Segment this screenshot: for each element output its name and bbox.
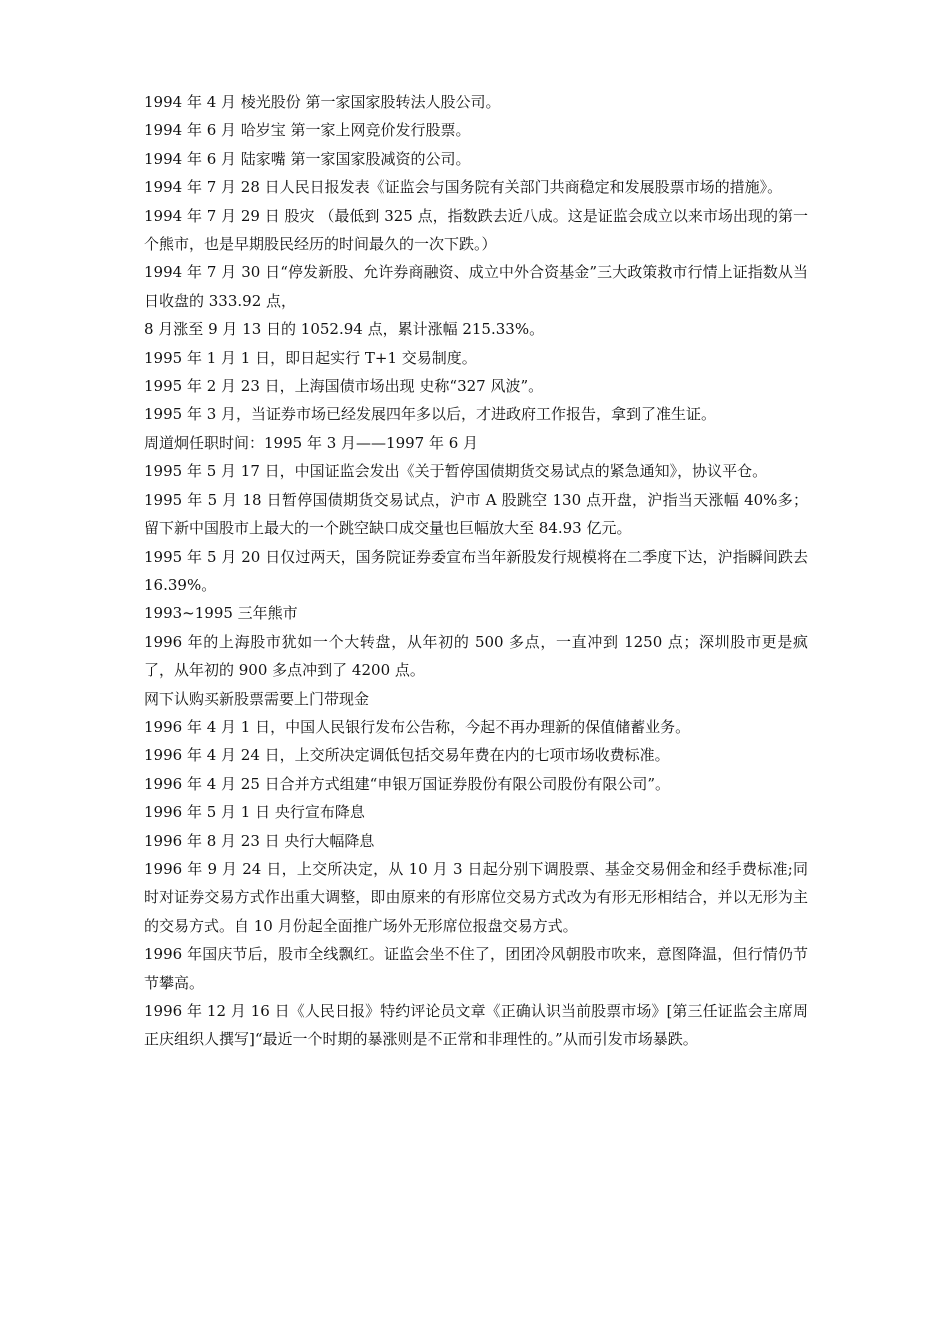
paragraph: 1994 年 7 月 29 日 股灾 （最低到 325 点，指数跌去近八成。这是证监会成立以来市场出现的第一个熊市，也是早期股民经历的时间最久的一次下跌。） <box>144 206 808 254</box>
paragraph: 网下认购买新股票需要上门带现金 <box>144 689 370 708</box>
paragraph: 1996 年 12 月 16 日《人民日报》特约评论员文章《正确认识当前股票市场》[第三任证监会主席周正庆组织人撰写]“最近一个时期的暴涨则是不正常和非理性的。”从而引发市场暴跌。 <box>144 1002 808 1049</box>
paragraph: 1996 年 4 月 1 日，中国人民银行发布公告称，今起不再办理新的保值储蓄业务。 <box>144 717 691 736</box>
paragraph: 1995 年 2 月 23 日，上海国债市场出现 史称“327 风波”。 <box>144 377 544 396</box>
paragraph: 1996 年 5 月 1 日 央行宣布降息 <box>144 803 365 822</box>
paragraph: 1995 年 5 月 17 日，中国证监会发出《关于暂停国债期货交易试点的紧急通知》，协议平仓。 <box>144 462 768 481</box>
paragraph: 周道炯任职时间：1995 年 3 月——1997 年 6 月 <box>144 433 479 452</box>
paragraph: 1996 年的上海股市犹如一个大转盘，从年初的 500 多点，一直冲到 1250 点；深圳股市更是疯了，从年初的 900 多点冲到了 4200 点。 <box>144 632 808 680</box>
paragraph: 1996 年 4 月 24 日，上交所决定调低包括交易年费在内的七项市场收费标准。 <box>144 746 670 765</box>
paragraph: 1995 年 5 月 18 日暂停国债期货交易试点，沪市 A 股跳空 130 点开盘，沪指当天涨幅 40%多；留下新中国股市上最大的一个跳空缺口成交量也巨幅放大至 84.93 亿元。 <box>144 490 808 538</box>
paragraph: 8 月涨至 9 月 13 日的 1052.94 点，累计涨幅 215.33%。 <box>144 320 545 339</box>
paragraph: 1994 年 6 月 陆家嘴 第一家国家股减资的公司。 <box>144 149 471 168</box>
document-page <box>144 88 808 1054</box>
paragraph: 1995 年 5 月 20 日仅过两天，国务院证券委宣布当年新股发行规模将在二季度下达，沪指瞬间跌去 16.39%。 <box>144 547 808 594</box>
paragraph: 1996 年 9 月 24 日，上交所决定，从 10 月 3 日起分别下调股票、基金交易佣金和经手费标准;同时对证券交易方式作出重大调整，即由原来的有形席位交易方式改为有形无形相结合，并以无形为主的交易方式。自 10 月份起全面推广场外无形席位报盘交易方式。 <box>144 859 808 935</box>
paragraph: 1995 年 3 月，当证券市场已经发展四年多以后，才进政府工作报告，拿到了准生证。 <box>144 405 717 424</box>
paragraph: 1993~1995 三年熊市 <box>144 604 298 623</box>
paragraph: 1996 年国庆节后，股市全线飘红。证监会坐不住了，团团冷风朝股市吹来，意图降温，但行情仍节节攀高。 <box>144 945 808 992</box>
paragraph: 1994 年 7 月 28 日人民日报发表《证监会与国务院有关部门共商稳定和发展股票市场的措施》。 <box>144 178 783 197</box>
paragraph: 1994 年 6 月 哈岁宝 第一家上网竞价发行股票。 <box>144 121 471 140</box>
paragraph: 1994 年 7 月 30 日“停发新股、允许券商融资、成立中外合资基金”三大政策救市行情上证指数从当日收盘的 333.92 点， <box>144 263 808 310</box>
paragraph: 1994 年 4 月 棱光股份 第一家国家股转法人股公司。 <box>144 93 501 111</box>
paragraph: 1996 年 8 月 23 日 央行大幅降息 <box>144 831 375 850</box>
paragraph: 1995 年 1 月 1 日，即日起实行 T+1 交易制度。 <box>144 348 477 367</box>
paragraph: 1996 年 4 月 25 日合并方式组建“申银万国证券股份有限公司股份有限公司”。 <box>144 774 670 793</box>
